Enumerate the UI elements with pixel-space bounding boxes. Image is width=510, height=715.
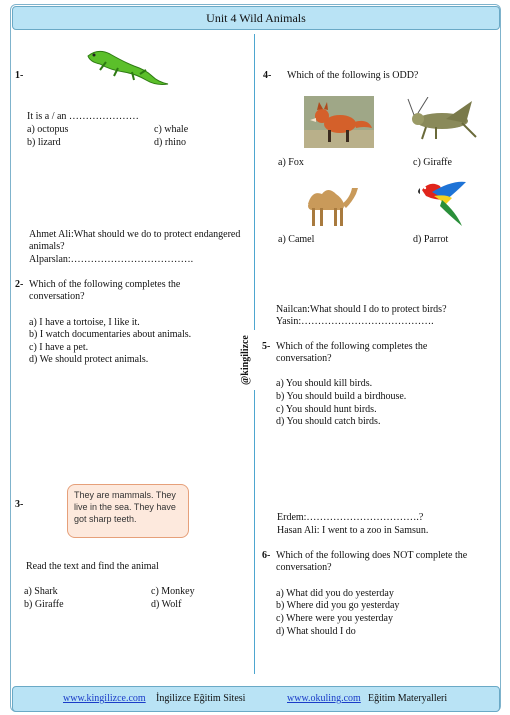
q2-stem-line1: Which of the following completes the (29, 279, 181, 290)
q2-option-b[interactable]: b) I watch documentaries about animals. (29, 329, 192, 340)
q5-option-b[interactable]: b) You should build a birdhouse. (276, 391, 407, 402)
q1-option-d[interactable]: d) rhino (154, 137, 186, 148)
q5-number: 5- (262, 341, 271, 352)
q5-stem-line2: conversation? (276, 353, 332, 364)
parrot-image (412, 178, 468, 228)
q2-option-a[interactable]: a) I have a tortoise, I like it. (29, 317, 140, 328)
q5-dialog-line2: Yasin:…………………………………. (276, 316, 434, 327)
q6-stem-line2: conversation? (276, 562, 332, 573)
footer-text-1: İngilizce Eğitim Sitesi (156, 693, 246, 704)
q1-option-b[interactable]: b) lizard (27, 137, 61, 148)
q5-dialog-line1: Nailcan:What should I do to protect birds? (276, 304, 447, 315)
q5-option-d[interactable]: d) You should catch birds. (276, 416, 381, 427)
q5-option-c[interactable]: c) You should hunt birds. (276, 404, 377, 415)
footer-bar (12, 686, 500, 712)
footer-link-kingilizce[interactable]: www.kingilizce.com (63, 693, 146, 704)
q3-option-d[interactable]: d) Wolf (151, 599, 182, 610)
page-title: Unit 4 Wild Animals (12, 6, 500, 30)
q1-number: 1- (15, 70, 24, 81)
q6-option-d[interactable]: d) What should I do (276, 626, 356, 637)
watermark: @kingilizce (240, 330, 268, 390)
q3-stem: Read the text and find the animal (26, 561, 159, 572)
q4-number: 4- (263, 70, 272, 81)
q6-dialog-line1: Erdem:…………………………….? (277, 512, 424, 523)
fox-image (304, 96, 374, 148)
q1-option-c[interactable]: c) whale (154, 124, 189, 135)
q2-dialog-line2: animals? (29, 241, 65, 252)
q6-option-b[interactable]: b) Where did you go yesterday (276, 600, 400, 611)
footer-link-okuling[interactable]: www.okuling.com (287, 693, 361, 704)
q1-stem: It is a / an ………………… (27, 111, 139, 122)
grasshopper-image (406, 97, 482, 143)
q2-option-c[interactable]: c) I have a pet. (29, 342, 89, 353)
q3-number: 3- (15, 499, 24, 510)
q2-stem-line2: conversation? (29, 291, 85, 302)
q2-number: 2- (15, 279, 24, 290)
camel-image (296, 180, 362, 228)
q4-option-b[interactable]: a) Camel (278, 234, 315, 245)
q4-option-c[interactable]: c) Giraffe (413, 157, 452, 168)
q3-option-c[interactable]: c) Monkey (151, 586, 195, 597)
q5-option-a[interactable]: a) You should kill birds. (276, 378, 373, 389)
q2-option-d[interactable]: d) We should protect animals. (29, 354, 149, 365)
q3-option-a[interactable]: a) Shark (24, 586, 58, 597)
q6-stem-line1: Which of the following does NOT complete the (276, 550, 468, 561)
q2-dialog-line3: Alparslan:………………………………. (29, 254, 194, 265)
q6-dialog-line2: Hasan Ali: I went to a zoo in Samsun. (277, 525, 429, 536)
footer-text-2: Eğitim Materyalleri (368, 693, 448, 704)
q6-number: 6- (262, 550, 271, 561)
q1-option-a[interactable]: a) octopus (27, 124, 69, 135)
q4-option-d[interactable]: d) Parrot (413, 234, 449, 245)
q6-option-c[interactable]: c) Where were you yesterday (276, 613, 393, 624)
q4-stem: Which of the following is ODD? (287, 70, 419, 81)
q2-dialog-line1: Ahmet Ali:What should we do to protect endangered (29, 229, 241, 240)
q3-text-bubble: They are mammals. They live in the sea. They have got sharp teeth. (67, 484, 189, 538)
q6-option-a[interactable]: a) What did you do yesterday (276, 588, 394, 599)
lizard-image (84, 44, 170, 90)
q5-stem-line1: Which of the following completes the (276, 341, 428, 352)
q4-option-a[interactable]: a) Fox (278, 157, 304, 168)
q3-option-b[interactable]: b) Giraffe (24, 599, 64, 610)
